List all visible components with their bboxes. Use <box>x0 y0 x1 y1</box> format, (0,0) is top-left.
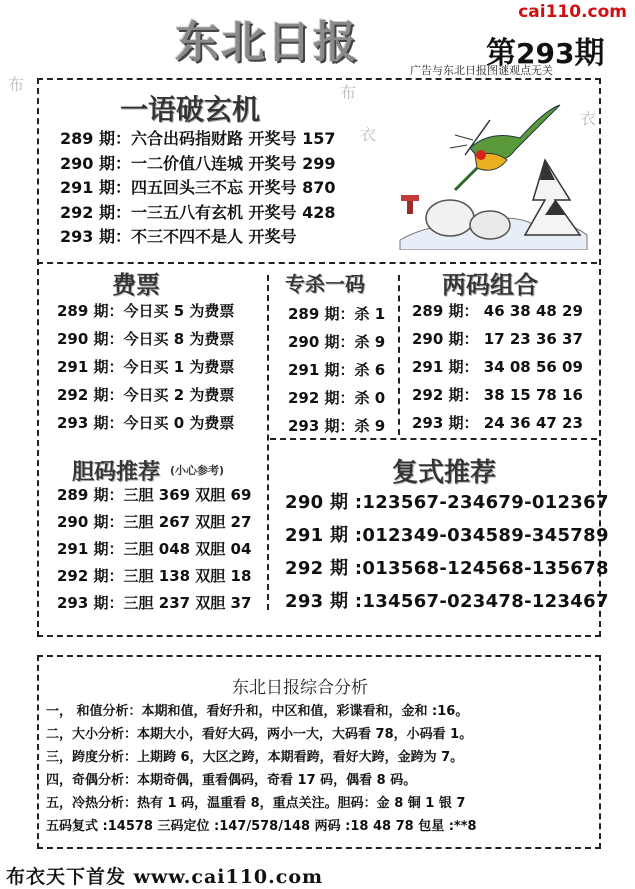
list-item: 四，奇偶分析：本期奇偶，重看偶码，奇看 17 码，偶看 8 码。 <box>46 773 417 788</box>
list-item: 292 期： 38 15 78 16 <box>412 386 583 404</box>
list-item: 290 期：今日买 8 为费票 <box>57 330 235 348</box>
watermark-decoration: 布 <box>8 75 25 94</box>
masthead-title: 东北日报 <box>175 17 359 68</box>
list-item: 293 期：不三不四不是人 开奖号 <box>60 227 297 246</box>
list-item: 292 期：一三五八有玄机 开奖号 428 <box>60 202 336 222</box>
list-item: 293 期 :134567-023478-123467 <box>285 591 609 612</box>
site-url-top[interactable]: cai110.com <box>518 2 627 22</box>
feipiao-list <box>57 300 234 440</box>
list-item: 五码复式 :14578 三码定位 :147/578/148 两码 :18 48 78 包星 :**8 <box>46 819 477 834</box>
list-item: 五，冷热分析：热有 1 码，温重看 8，重点关注。胆码：金 8 铜 1 银 7 <box>46 796 466 811</box>
analysis-title: 东北日报综合分析 <box>232 678 368 698</box>
bird-illustration <box>395 100 590 250</box>
yiyu-list <box>60 126 336 249</box>
issue-number: 293 <box>516 37 575 70</box>
list-item: 290 期：三胆 267 双胆 27 <box>57 513 252 531</box>
list-item: 293 期： 24 36 47 23 <box>412 414 583 432</box>
list-item: 290 期：杀 9 <box>288 333 386 351</box>
watermark-decoration: 衣 <box>360 125 377 144</box>
list-item: 293 期：杀 9 <box>288 417 386 435</box>
list-item: 289 期：杀 1 <box>288 305 386 323</box>
disclaimer: 广告与东北日报图谜观点无关 <box>410 64 553 77</box>
issue-suffix: 期 <box>574 36 605 71</box>
list-item: 289 期： 46 38 48 29 <box>412 302 583 320</box>
list-item: 291 期： 34 08 56 09 <box>412 358 583 376</box>
zhuansha-title: 专杀一码 <box>285 272 365 296</box>
divider <box>398 275 400 435</box>
list-item: 293 期：今日买 0 为费票 <box>57 414 235 432</box>
watermark-decoration: 布 <box>340 83 357 102</box>
list-item: 一， 和值分析：本期和值，看好升和，中区和值，彩谍看和，金和 :16。 <box>46 704 469 719</box>
fushi-list <box>285 488 609 620</box>
danma-title: 胆码推荐 <box>72 459 161 485</box>
list-item: 292 期：三胆 138 双胆 18 <box>57 567 252 585</box>
zhuansha-list <box>288 303 385 443</box>
list-item: 292 期：今日买 2 为费票 <box>57 386 235 404</box>
list-item: 291 期 :012349-034589-345789 <box>285 525 609 546</box>
list-item: 291 期：杀 6 <box>288 361 386 379</box>
divider <box>37 262 597 264</box>
danma-list <box>57 484 251 619</box>
liangma-title: 两码组合 <box>442 270 538 299</box>
list-item: 292 期：杀 0 <box>288 389 386 407</box>
divider <box>270 438 597 440</box>
list-item: 290 期： 17 23 36 37 <box>412 330 583 348</box>
list-item: 290 期：一二价值八连城 开奖号 299 <box>60 153 336 173</box>
list-item: 289 期：今日买 5 为费票 <box>57 302 235 320</box>
analysis-list <box>46 700 477 838</box>
list-item: 三，跨度分析：上期跨 6，大区之跨，本期看跨，看好大跨，金跨为 7。 <box>46 750 464 765</box>
list-item: 291 期：三胆 048 双胆 04 <box>57 540 252 558</box>
fushi-title: 复式推荐 <box>392 458 497 488</box>
list-item: 290 期 :123567-234679-012367 <box>285 492 609 513</box>
list-item: 293 期：三胆 237 双胆 37 <box>57 594 252 612</box>
list-item: 291 期：今日买 1 为费票 <box>57 358 235 376</box>
list-item: 289 期：三胆 369 双胆 69 <box>57 486 252 504</box>
list-item: 291 期：四五回头三不忘 开奖号 870 <box>60 178 336 197</box>
list-item: 二，大小分析：本期大小，看好大码，两小一大，大码看 78，小码看 1。 <box>46 727 473 742</box>
list-item: 289 期：六合出码指财路 开奖号 157 <box>60 129 336 148</box>
yiyu-title: 一语破玄机 <box>120 93 261 126</box>
danma-note: (小心参考) <box>170 464 225 477</box>
footer-text: 布衣天下首发 www.cai110.com <box>6 866 324 888</box>
liangma-list <box>412 300 583 440</box>
issue-prefix: 第 <box>486 36 516 71</box>
list-item: 292 期 :013568-124568-135678 <box>285 558 609 579</box>
watermark-decoration: 衣 <box>580 109 597 128</box>
divider <box>267 275 269 610</box>
feipiao-title: 费票 <box>112 270 160 299</box>
